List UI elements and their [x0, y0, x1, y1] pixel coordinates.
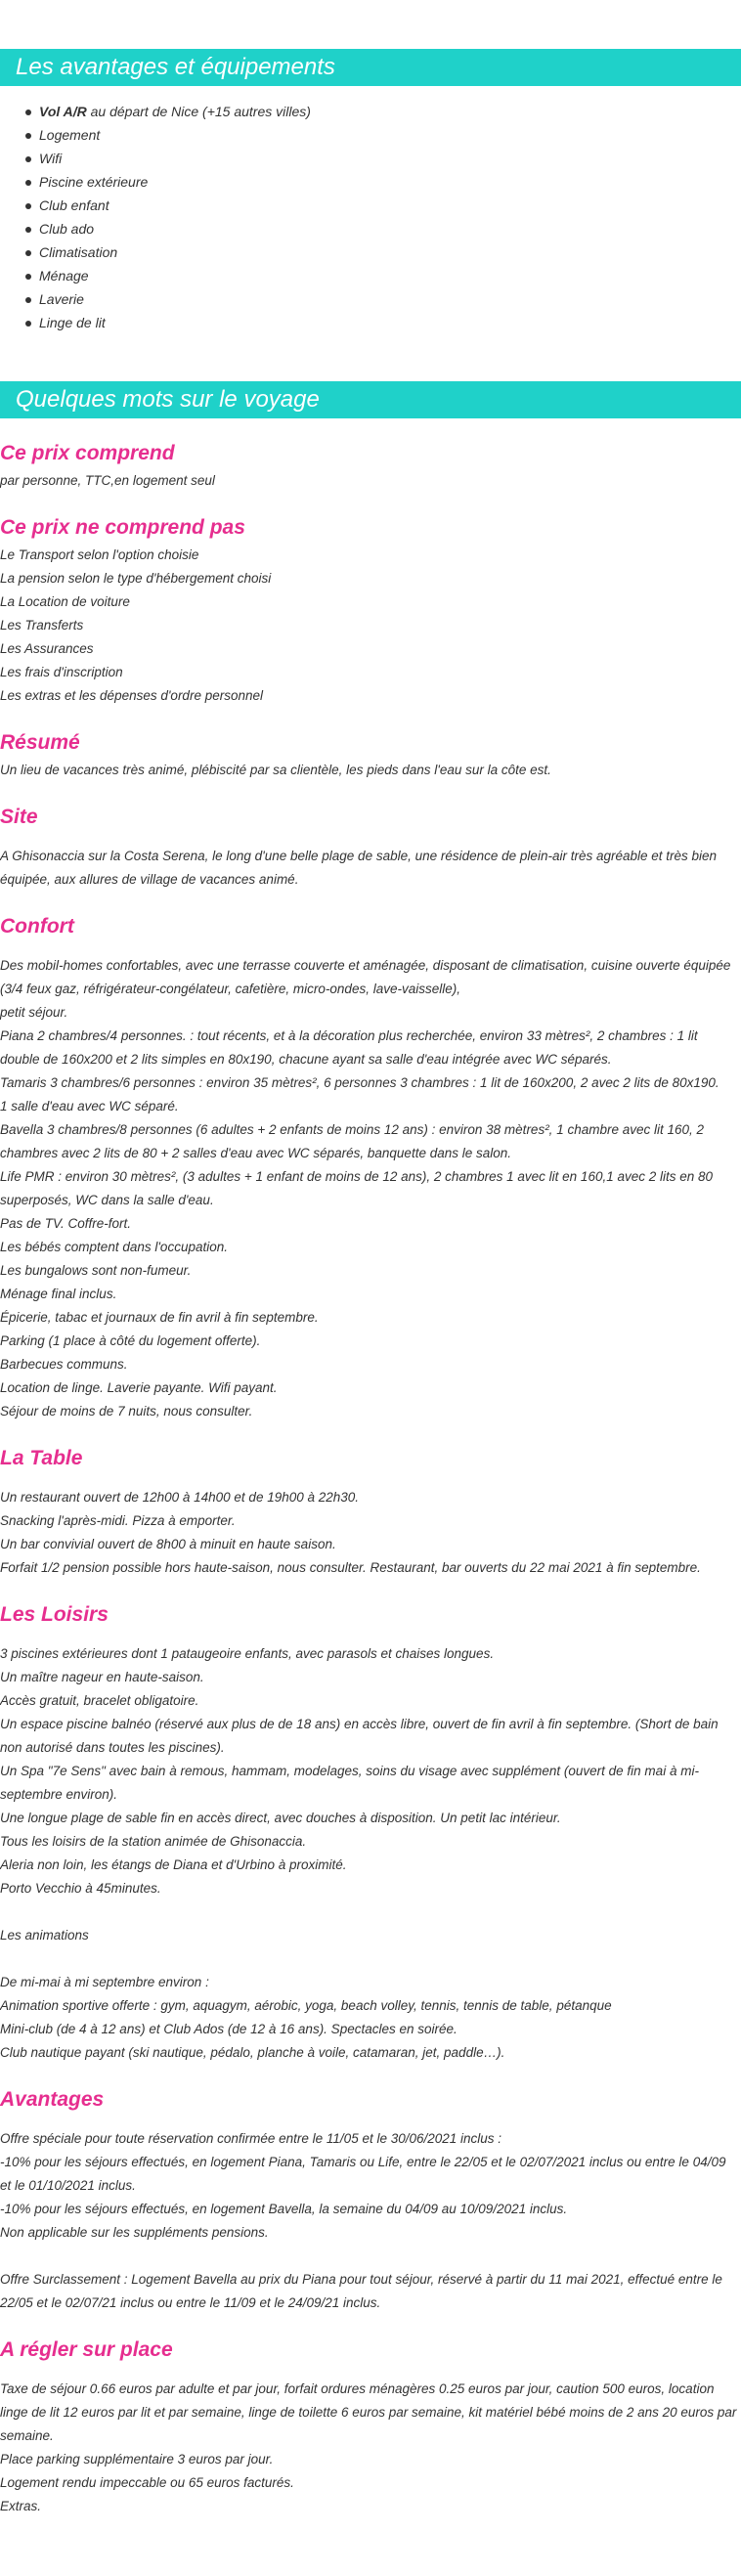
feature-item-label: Linge de lit: [39, 315, 106, 330]
section-line: Séjour de moins de 7 nuits, nous consulter.: [0, 1404, 253, 1419]
section-line: petit séjour.: [0, 1005, 68, 1020]
section-line: Forfait 1/2 pension possible hors haute-saison, nous consulter. Restaurant, bar ouverts du 22 mai 2021 à fin septembre.: [0, 1560, 701, 1575]
blank-line: [0, 1900, 741, 1924]
section-line: par personne, TTC,en logement seul: [0, 473, 215, 488]
feature-item-label: Logement: [39, 127, 101, 143]
section-line: Les extras et les dépenses d'ordre personnel: [0, 688, 263, 703]
feature-item: [25, 240, 741, 264]
section-line: Le Transport selon l'option choisie: [0, 547, 199, 562]
trip-section: [0, 2336, 741, 2518]
blank-line: [0, 1947, 741, 1971]
feature-item: [25, 287, 741, 311]
section-line: Offre Surclassement : Logement Bavella au prix du Piana pour tout séjour, réservé à partir du 11 mai 2021, effectué entre le 22/05 et le 02/07/21 inclus ou entre le 11/09 et le 24/09/21 inclus.: [0, 2272, 722, 2310]
trip-section: [0, 804, 741, 892]
feature-item: [25, 194, 741, 217]
trip-section: [0, 514, 741, 708]
trip-banner: Quelques mots sur le voyage: [0, 381, 741, 418]
section-line: Offre spéciale pour toute réservation confirmée entre le 11/05 et le 30/06/2021 inclus :: [0, 2131, 502, 2146]
section-line: Un bar convivial ouvert de 8h00 à minuit en haute saison.: [0, 1537, 336, 1551]
advantages-banner: Les avantages et équipements: [0, 49, 741, 86]
section-title: Ce prix ne comprend pas: [0, 516, 245, 539]
trip-section: [0, 913, 741, 1423]
feature-item: [25, 170, 741, 194]
feature-item: [25, 100, 741, 123]
trip-section: [0, 1601, 741, 2065]
feature-item-label: Club ado: [39, 221, 95, 237]
section-body: [0, 2378, 741, 2518]
section-line: Bavella 3 chambres/8 personnes (6 adultes + 2 enfants de moins 12 ans) : environ 38 mètres², 1 chambre avec lit 160, 2 chambres avec 2 lits de 80 + 2 salles d'eau avec WC séparés, banquette dans le salon.: [0, 1122, 705, 1160]
section-line: Épicerie, tabac et journaux de fin avril à fin septembre.: [0, 1310, 319, 1325]
section-title: Résumé: [0, 731, 80, 754]
section-line: Les frais d'inscription: [0, 665, 123, 679]
section-line: 3 piscines extérieures dont 1 pataugeoire enfants, avec parasols et chaises longues.: [0, 1646, 495, 1661]
section-body: [0, 2127, 741, 2315]
feature-item-label: Club enfant: [39, 197, 109, 213]
section-line: Un Spa "7e Sens" avec bain à remous, hammam, modelages, soins du visage avec supplément (ouvert de fin mai à mi-septembre environ).: [0, 1764, 699, 1802]
feature-item: [25, 147, 741, 170]
section-line: La pension selon le type d'hébergement choisi: [0, 571, 272, 586]
section-line: Mini-club (de 4 à 12 ans) et Club Ados (de 12 à 16 ans). Spectacles en soirée.: [0, 2022, 458, 2036]
feature-item: [25, 264, 741, 287]
section-line: Logement rendu impeccable ou 65 euros facturés.: [0, 2475, 294, 2490]
trip-sections: [0, 440, 741, 2518]
section-line: 1 salle d'eau avec WC séparé.: [0, 1099, 179, 1113]
feature-item-label: Wifi: [39, 151, 63, 166]
section-line: Aleria non loin, les étangs de Diana et d'Urbino à proximité.: [0, 1857, 347, 1872]
section-line: Un espace piscine balnéo (réservé aux plus de de 18 ans) en accès libre, ouvert de fin avril à fin septembre. (Short de bain non autorisé dans toutes les piscines).: [0, 1717, 719, 1755]
feature-item-label: Laverie: [39, 291, 84, 307]
section-body: [0, 954, 741, 1423]
trip-section: [0, 440, 741, 493]
section-title: Ce prix comprend: [0, 442, 175, 464]
section-line: Les Transferts: [0, 618, 84, 633]
section-line: Animation sportive offerte : gym, aquagym, aérobic, yoga, beach volley, tennis, tennis de table, pétanque: [0, 1998, 612, 2013]
section-line: Les animations: [0, 1928, 89, 1943]
section-line: Tamaris 3 chambres/6 personnes : environ 35 mètres², 6 personnes 3 chambres : 1 lit de 160x200, 2 avec 2 lits de 80x190.: [0, 1075, 719, 1090]
trip-section: [0, 1445, 741, 1580]
section-line: Des mobil-homes confortables, avec une terrasse couverte et aménagée, disposant de climatisation, cuisine ouverte équipée (3/4 feux gaz, réfrigérateur-congélateur, cafetière, micro-ondes, lave-vaisselle),: [0, 958, 731, 996]
section-line: Taxe de séjour 0.66 euros par adulte et par jour, forfait ordures ménagères 0.25 euros par jour, caution 500 euros, location linge de lit 12 euros par lit et par semaine, linge de toilette 6 euros par semaine, kit matériel bébé moins de 2 ans 20 euros par semaine.: [0, 2381, 737, 2443]
feature-item: [25, 217, 741, 240]
section-line: Accès gratuit, bracelet obligatoire.: [0, 1693, 199, 1708]
section-line: Piana 2 chambres/4 personnes. : tout récents, et à la décoration plus recherchée, environ 33 mètres², 2 chambres : 1 lit double de 160x200 et 2 lits simples en 80x190, chacune ayant sa salle d'eau intégrée avec WC séparés.: [0, 1028, 698, 1067]
feature-item: [25, 311, 741, 334]
section-title: A régler sur place: [0, 2338, 173, 2361]
section-title: Confort: [0, 915, 74, 938]
blank-line: [0, 2245, 741, 2268]
section-line: Parking (1 place à côté du logement offerte).: [0, 1333, 261, 1348]
section-body: [0, 1642, 741, 2065]
section-title: La Table: [0, 1447, 83, 1469]
section-line: Les bungalows sont non-fumeur.: [0, 1263, 192, 1278]
section-body: [0, 1486, 741, 1580]
section-line: Les bébés comptent dans l'occupation.: [0, 1240, 228, 1254]
section-line: Pas de TV. Coffre-fort.: [0, 1216, 132, 1231]
section-line: Un lieu de vacances très animé, plébiscité par sa clientèle, les pieds dans l'eau sur la côte est.: [0, 763, 551, 777]
section-line: Place parking supplémentaire 3 euros par jour.: [0, 2452, 274, 2467]
section-body: [0, 469, 741, 493]
section-body: [0, 759, 741, 782]
section-title: Site: [0, 806, 38, 828]
feature-item-label: Ménage: [39, 268, 89, 284]
section-body: [0, 845, 741, 892]
feature-item-label: au départ de Nice (+15 autres villes): [86, 104, 311, 119]
section-line: Un restaurant ouvert de 12h00 à 14h00 et de 19h00 à 22h30.: [0, 1490, 360, 1505]
feature-item-bold: Vol A/R: [39, 104, 87, 119]
section-line: De mi-mai à mi septembre environ :: [0, 1975, 209, 1989]
feature-item: [25, 123, 741, 147]
section-line: Tous les loisirs de la station animée de Ghisonaccia.: [0, 1834, 307, 1849]
section-body: [0, 544, 741, 708]
feature-item-label: Piscine extérieure: [39, 174, 149, 190]
features-list: [0, 86, 741, 334]
trip-section: [0, 2086, 741, 2315]
feature-item-label: Climatisation: [39, 244, 118, 260]
section-line: -10% pour les séjours effectués, en logement Bavella, la semaine du 04/09 au 10/09/2021 inclus.: [0, 2202, 568, 2216]
section-line: -10% pour les séjours effectués, en logement Piana, Tamaris ou Life, entre le 22/05 et le 02/07/2021 inclus ou entre le 04/09 et le 01/10/2021 inclus.: [0, 2155, 726, 2193]
section-title: Les Loisirs: [0, 1603, 109, 1626]
trip-section: [0, 729, 741, 782]
section-line: Une longue plage de sable fin en accès direct, avec douches à disposition. Un petit lac intérieur.: [0, 1811, 561, 1825]
section-title: Avantages: [0, 2088, 105, 2111]
section-line: Life PMR : environ 30 mètres², (3 adultes + 1 enfant de moins de 12 ans), 2 chambres 1 avec lit en 160,1 avec 2 lits en 80 superposés, WC dans la salle d'eau.: [0, 1169, 714, 1207]
section-line: Un maître nageur en haute-saison.: [0, 1670, 204, 1684]
section-line: Club nautique payant (ski nautique, pédalo, planche à voile, catamaran, jet, paddle…).: [0, 2045, 505, 2060]
section-line: A Ghisonaccia sur la Costa Serena, le long d'une belle plage de sable, une résidence de plein-air très agréable et très bien équipée, aux allures de village de vacances animé.: [0, 849, 718, 887]
section-line: La Location de voiture: [0, 594, 130, 609]
section-line: Extras.: [0, 2499, 42, 2513]
section-line: Location de linge. Laverie payante. Wifi payant.: [0, 1380, 278, 1395]
section-line: Snacking l'après-midi. Pizza à emporter.: [0, 1513, 236, 1528]
section-line: Les Assurances: [0, 641, 94, 656]
section-line: Barbecues communs.: [0, 1357, 128, 1372]
section-line: Ménage final inclus.: [0, 1287, 117, 1301]
section-line: Non applicable sur les suppléments pensions.: [0, 2225, 269, 2240]
section-line: Porto Vecchio à 45minutes.: [0, 1881, 161, 1896]
